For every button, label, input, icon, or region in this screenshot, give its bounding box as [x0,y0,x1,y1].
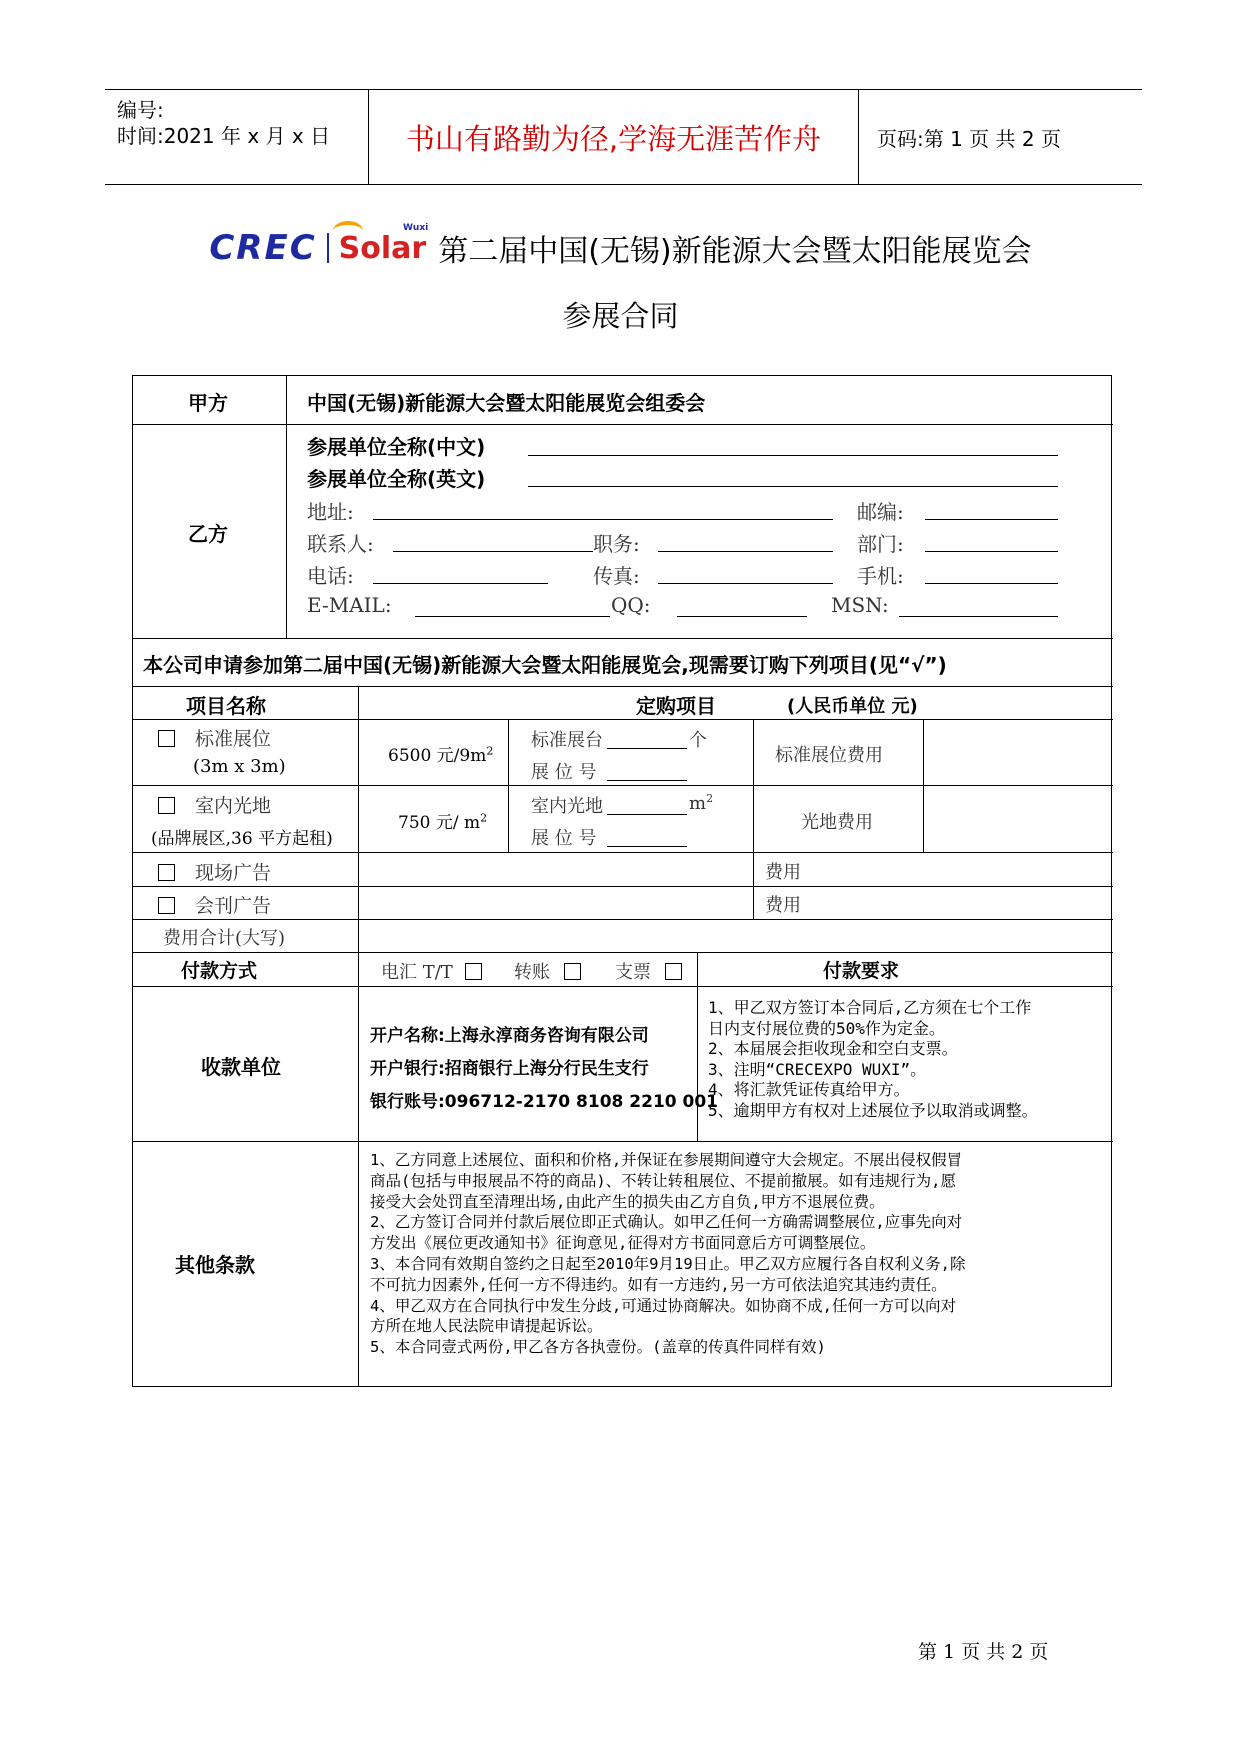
contract-table [132,375,1112,1387]
indoor-space-fee-field[interactable] [933,792,1103,842]
contract-title: 参展合同 [562,299,679,333]
indoor-space-qty-unit: $m^2$ [689,792,714,814]
payment-requirement-label: 付款要求 [823,960,900,982]
onsite-ad-checkbox[interactable] [158,864,175,881]
fax-label: 传真: [593,564,640,588]
standard-booth-checkbox[interactable] [158,730,175,747]
contact-label: 联系人: [307,532,374,556]
onsite-ad-fee-label: 费用 [765,862,801,883]
payee-account-name: 开户名称:上海永淳商务咨询有限公司 [370,1026,649,1046]
journal-ad-checkbox[interactable] [158,897,175,914]
department-field[interactable] [925,551,1058,552]
indoor-space-qty-label: 室内光地 [531,796,603,817]
transfer-checkbox[interactable] [564,963,581,980]
page-header [105,89,1142,185]
phone-label: 电话: [307,564,354,588]
application-statement: 本公司申请参加第二届中国(无锡)新能源大会暨太阳能展览会,现需要订购下列项目(见“√”) [143,653,947,677]
email-label: E-MAIL: [307,593,392,617]
standard-booth-qty-unit: 个 [689,730,707,751]
title-line-1 [0,222,1241,270]
qq-field[interactable] [677,616,807,617]
other-terms-label: 其他条款 [175,1253,255,1277]
header-right-cell [859,90,1142,184]
payment-terms: 1、甲乙双方签订本合同后,乙方须在七个工作 日内支付展位费的50%作为定金。 2、本届展会拒收现金和空白支票。 3、注明“CRECEXPO WUXI”。 4、将汇款凭证传真给甲方。 5、逾期甲方有权对上述展位予以取消或调整。 [708,998,1038,1120]
exhibition-title: 第二届中国(无锡)新能源大会暨太阳能展览会 [438,234,1032,269]
check-checkbox[interactable] [665,963,682,980]
header-left-cell [105,90,369,184]
name-en-label: 参展单位全称(英文) [307,467,486,491]
indoor-space-note: (品牌展区,36 平方起租) [151,829,333,849]
standard-booth-size: (3m x 3m) [193,756,286,777]
standard-booth-no-field[interactable] [607,780,687,781]
payee-label: 收款单位 [201,1055,281,1079]
mobile-field[interactable] [925,583,1058,584]
motto: 书山有路勤为径,学海无涯苦作舟 [405,121,822,156]
logo-divider [327,233,329,263]
party-b-label: 乙方 [188,522,228,546]
header-page-number: 页码:第 1 页 共 2 页 [877,126,1061,151]
party-a-value: 中国(无锡)新能源大会暨太阳能展览会组委会 [307,391,706,415]
msn-field[interactable] [899,616,1058,617]
journal-ad-option[interactable]: 会刊广告 [158,891,271,918]
email-field[interactable] [415,616,610,617]
mobile-label: 手机: [857,564,904,588]
indoor-space-option[interactable]: 室内光地 [158,791,271,818]
phone-field[interactable] [373,583,548,584]
indoor-space-qty-field[interactable] [607,814,687,815]
name-cn-label: 参展单位全称(中文) [307,435,486,459]
standard-booth-qty-label: 标准展台 [531,730,603,751]
postcode-label: 邮编: [857,500,904,524]
indoor-space-no-field[interactable] [607,846,687,847]
standard-booth-option[interactable]: 标准展位 [158,724,271,751]
footer-page-number: 第 1 页 共 2 页 [918,1641,1049,1663]
name-en-field[interactable] [528,486,1058,487]
other-terms-text: 1、乙方同意上述展位、面积和价格,并保证在参展期间遵守大会规定。不展出侵权假冒 商品(包括与申报展品不符的商品)、不转让转租展位、不提前撤展。如有违规行为,愿 接受大会处罚直至清理出场,由此产生的损失由乙方自负,甲方不退展位费。 2、乙方签订合同并付款后展位即正式确认。如甲乙任何一方确需调整展位,应事先向对 方发出《展位更改通知书》征询意见,征得对方书面同意后方可调整展位。 3、本合同有效期自签约之日起至2010年9月19日止。甲乙双方应履行各自权利义务,除 不可抗力因素外,任何一方不得违约。如有一方违约,另一方可依法追究其违约责任。 4、甲乙双方在合同执行中发生分歧,可通过协商解决。如协商不成,任何一方可以向对 方所在地人民法院申请提起诉讼。 5、本合同壹式两份,甲乙各方各执壹份。(盖章的传真件同样有效) [370,1151,966,1357]
name-cn-field[interactable] [528,455,1058,456]
postcode-field[interactable] [925,519,1058,520]
sun-icon [333,221,363,241]
standard-booth-no-label: 展 位 号 [531,762,597,783]
solar-logo: Solar Wuxi [339,231,427,266]
total-fee-field[interactable] [373,924,1093,950]
position-field[interactable] [658,551,833,552]
crec-logo: CREC [209,228,317,268]
items-header-unit: (人民币单位 元) [787,696,918,717]
standard-booth-qty-field[interactable] [607,748,687,749]
indoor-space-no-label: 展 位 号 [531,828,597,849]
payee-bank: 开户银行:招商银行上海分行民生支行 [370,1059,649,1079]
standard-booth-price: 6500 元$/9m^2$ [388,744,494,766]
header-center-cell [369,90,859,184]
document-time: 时间:2021 年 x 月 x 日 [117,124,331,148]
address-field[interactable] [373,519,833,520]
document-number: 编号: [117,98,164,122]
wire-checkbox[interactable] [465,963,482,980]
msn-label: MSN: [831,593,889,617]
payment-check-option[interactable]: 支票 [615,958,682,984]
indoor-space-price: 750 元/ $m^2$ [398,811,488,833]
indoor-space-checkbox[interactable] [158,797,175,814]
items-header-name: 项目名称 [186,694,266,718]
payment-method-label: 付款方式 [181,960,258,982]
qq-label: QQ: [611,593,651,617]
items-header-order: 定购项目 [636,694,716,718]
total-fee-label: 费用合计(大写) [163,928,286,949]
onsite-ad-option[interactable]: 现场广告 [158,858,271,885]
standard-booth-fee-label: 标准展位费用 [775,745,883,766]
indoor-space-fee-label: 光地费用 [801,812,873,833]
payment-wire-option[interactable]: 电汇 T/T [381,958,482,984]
standard-booth-fee-field[interactable] [933,726,1103,776]
position-label: 职务: [593,532,640,556]
payee-account-no: 银行账号:096712-2170 8108 2210 001 [370,1092,719,1112]
payment-transfer-option[interactable]: 转账 [514,958,581,984]
journal-ad-fee-label: 费用 [765,895,801,916]
contact-field[interactable] [393,551,593,552]
address-label: 地址: [307,500,354,524]
fax-field[interactable] [658,583,833,584]
department-label: 部门: [857,532,904,556]
party-a-label: 甲方 [188,391,228,415]
